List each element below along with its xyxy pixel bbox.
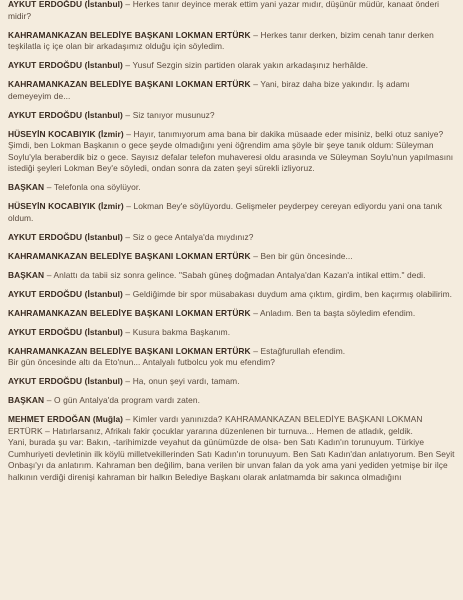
speech-text: – Herkes tanır derken, bizim cenah tanır derken teşkilatla iç içe olan bir arkadaşımız olduğu için söyledim.	[8, 29, 434, 51]
transcript-entry	[8, 182, 455, 194]
transcript-entry	[8, 270, 455, 282]
speech-text: – Siz o gece Antalya'da mıydınız?	[122, 231, 254, 242]
speech-text: – Herkes tanır deyince merak ettim yani yazar mıdır, düşünür müdür, kanaat önderi midir?	[8, 0, 440, 21]
transcript-entry	[8, 30, 455, 53]
transcript-entry	[8, 308, 455, 320]
speaker-name: AYKUT ERDOĞDU (İstanbul)	[8, 109, 123, 120]
speech-text: – Anladım. Ben ta başta söyledim efendim.	[250, 307, 416, 318]
speaker-name: BAŞKAN	[8, 182, 45, 192]
transcript-entry	[8, 346, 455, 369]
speech-continuation: Şimdi, ben Lokman Başkanın o gece şeyde olmadığını yeni öğrendim ama şöyle bir şeye tanık oldum: Süleyman Soylu'yla beraberdik biz o gece. Sayısız defalar telefon muhaveresi oldu arasında ve Süleyman Soylu'nun yapılmasını istediği şeyleri Lokman Bey'e söyledi, ondan sonra da zaten şeyi sürekli izliyoruz.	[8, 140, 454, 173]
speech-text: – Yani, biraz daha bize yakındır. İş adamı demeyeyim de...	[8, 79, 410, 101]
speaker-name: KAHRAMANKAZAN BELEDİYE BAŞKANI LOKMAN ERTÜRK	[8, 307, 251, 318]
speaker-name: AYKUT ERDOĞDU (İstanbul)	[8, 288, 123, 299]
transcript-entry	[8, 232, 455, 244]
speech-text: – Siz tanıyor musunuz?	[122, 109, 215, 120]
speaker-name: BAŞKAN	[8, 269, 45, 280]
speaker-name: KAHRAMANKAZAN BELEDİYE BAŞKANI LOKMAN ERTÜRK	[8, 29, 251, 40]
speech-continuation: Bir gün öncesinde altı da Eto'nun... Antalyalı futbolcu yok mu efendim?	[8, 357, 275, 367]
speaker-name: HÜSEYİN KOCABIYIK (İzmir)	[8, 128, 124, 139]
speech-text: – Hayır, tanımıyorum ama bana bir dakika müsaade eder misiniz, belki otuz saniye?	[123, 128, 444, 139]
speech-text: – Kimler vardı yanınızda? KAHRAMANKAZAN BELEDİYE BAŞKANI LOKMAN ERTÜRK – Hatırlarsanız, Afrikalı fakir çocuklar yararına düzenlenen bir turnuva... Hemen de atladık, geldik.	[8, 414, 423, 436]
speech-text: – O gün Antalya'da program vardı zaten.	[44, 395, 200, 405]
speech-continuation: Yani, burada şu var: Bakın, -tarihimizde veyahut da günümüzde de olsa- ben Satı Kadın'ın torunuyum. Türkiye Cumhuriyeti devletinin ilk köylü milletvekillerinden Satı Kadın'ın torunuyum. Ben Satı Kadın'dan anlatıyorum. Ben Seyit Onbaşı'yı da anlatırım. Kahraman ben değilim, bana verilen bir unvan falan da yok ama yani yediden yetmişe bir ilçe halkının verdiği direnişi kahraman bir halkın Belediye Başkanı olarak anlatmamda bir sakınca olmadığını	[8, 437, 455, 482]
speaker-name: BAŞKAN	[8, 395, 45, 405]
speech-text: – Lokman Bey'e söylüyordu. Gelişmeler peyderpey cereyan ediyordu yani ona tanık oldum.	[8, 201, 442, 223]
speech-text: – Telefonla ona söylüyor.	[44, 182, 141, 192]
speaker-name: KAHRAMANKAZAN BELEDİYE BAŞKANI LOKMAN ERTÜRK	[8, 345, 251, 356]
speaker-name: HÜSEYİN KOCABIYIK (İzmir)	[8, 201, 124, 211]
transcript-entry	[8, 60, 455, 72]
speech-text: – Geldiğimde bir spor müsabakası duydum ama çıktım, girdim, ben kaçırmış olabilirim.	[122, 288, 453, 299]
transcript-entry	[8, 129, 455, 175]
transcript-entry	[8, 79, 455, 102]
speaker-name: KAHRAMANKAZAN BELEDİYE BAŞKANI LOKMAN ERTÜRK	[8, 250, 251, 261]
speech-text: – Ben bir gün öncesinde...	[250, 250, 353, 261]
transcript-entry	[8, 395, 455, 407]
speaker-name: AYKUT ERDOĞDU (İstanbul)	[8, 376, 123, 386]
speech-text: – Estağfurullah efendim.	[250, 345, 346, 356]
speaker-name: AYKUT ERDOĞDU (İstanbul)	[8, 231, 123, 242]
speaker-name: AYKUT ERDOĞDU (İstanbul)	[8, 326, 123, 337]
speech-text: – Kusura bakma Başkanım.	[122, 326, 231, 337]
transcript-entry	[8, 201, 455, 224]
transcript-entry	[8, 110, 455, 122]
transcript-entry	[8, 251, 455, 263]
transcript-entry	[8, 289, 455, 301]
transcript-entry	[8, 414, 455, 483]
speaker-name: AYKUT ERDOĞDU (İstanbul)	[8, 60, 123, 70]
speech-text: – Yusuf Sezgin sizin partiden olarak yakın arkadaşınız herhâlde.	[122, 60, 368, 70]
speech-text: – Anlattı da tabii siz sonra gelince. "Sabah güneş doğmadan Antalya'dan Kazan'a intikal ettim." dedi.	[44, 269, 426, 280]
transcript-entry	[8, 327, 455, 339]
speaker-name: KAHRAMANKAZAN BELEDİYE BAŞKANI LOKMAN ERTÜRK	[8, 79, 251, 89]
speaker-name: MEHMET ERDOĞAN (Muğla)	[8, 414, 124, 424]
speech-text: – Ha, onun şeyi vardı, tamam.	[122, 376, 240, 386]
speaker-name: AYKUT ERDOĞDU (İstanbul)	[8, 0, 123, 9]
transcript-entry	[8, 376, 455, 388]
transcript-entry	[8, 0, 455, 22]
